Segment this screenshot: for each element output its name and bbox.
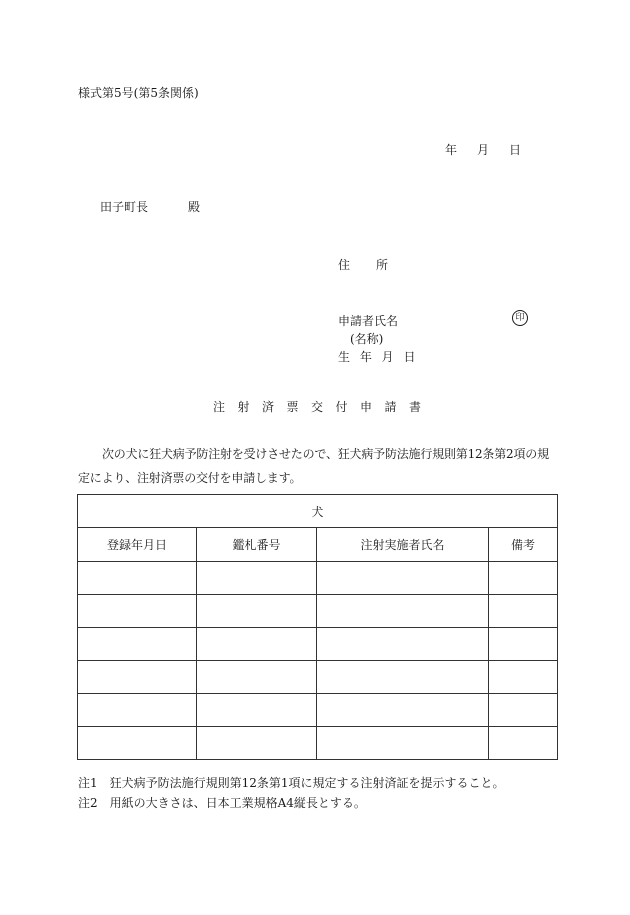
addressee-name: 田子町長 xyxy=(100,200,149,214)
table-cell[interactable] xyxy=(317,661,489,694)
table-row xyxy=(78,661,558,694)
table-cell[interactable] xyxy=(489,628,558,661)
addressee-honorific: 殿 xyxy=(188,200,201,214)
applicant-name-label: 申請者氏名 xyxy=(338,314,399,328)
table-row xyxy=(78,694,558,727)
table-cell[interactable] xyxy=(197,727,317,760)
table-cell[interactable] xyxy=(197,595,317,628)
table-cell[interactable] xyxy=(489,595,558,628)
table-cell[interactable] xyxy=(317,727,489,760)
applicant-name-sub-label: (名称) xyxy=(350,332,384,346)
table-cell[interactable] xyxy=(78,661,197,694)
date-year-label: 年 xyxy=(445,143,458,157)
address-label-char-1: 住 xyxy=(338,258,351,272)
table-cell[interactable] xyxy=(489,661,558,694)
dog-table xyxy=(77,494,558,760)
table-cell[interactable] xyxy=(489,727,558,760)
table-cell[interactable] xyxy=(197,694,317,727)
form-number: 様式第5号(第5条関係) xyxy=(78,86,199,100)
address-label-char-2: 所 xyxy=(376,258,389,272)
birth-date-label: 生 年 月 日 xyxy=(338,350,419,364)
table-cell[interactable] xyxy=(489,562,558,595)
column-header-remarks: 備考 xyxy=(489,528,558,562)
address-label xyxy=(338,256,388,273)
column-header-license-number: 鑑札番号 xyxy=(197,528,317,562)
seal-icon: 印 xyxy=(512,310,528,326)
table-title: 犬 xyxy=(78,495,558,528)
document-title: 注射済票交付申請書 xyxy=(213,400,434,414)
note-2: 注2 用紙の大きさは、日本工業規格A4縦長とする。 xyxy=(78,796,366,810)
table-cell[interactable] xyxy=(78,727,197,760)
table-cell[interactable] xyxy=(317,628,489,661)
date-month-label: 月 xyxy=(477,143,490,157)
table-row xyxy=(78,628,558,661)
table-cell[interactable] xyxy=(317,595,489,628)
table-row xyxy=(78,595,558,628)
table-cell[interactable] xyxy=(78,595,197,628)
column-header-registration-date: 登録年月日 xyxy=(78,528,197,562)
table-cell[interactable] xyxy=(317,694,489,727)
table-cell[interactable] xyxy=(78,628,197,661)
table-cell[interactable] xyxy=(197,661,317,694)
table-cell[interactable] xyxy=(78,562,197,595)
notes xyxy=(78,773,505,813)
table-row xyxy=(78,562,558,595)
addressee xyxy=(100,198,200,215)
date-line xyxy=(445,141,521,158)
table-row xyxy=(78,727,558,760)
table-cell[interactable] xyxy=(317,562,489,595)
table-cell[interactable] xyxy=(197,562,317,595)
table-cell[interactable] xyxy=(489,694,558,727)
body-text: 次の犬に狂犬病予防注射を受けさせたので、狂犬病予防法施行規則第12条第2項の規定により、注射済票の交付を申請します。 xyxy=(78,447,549,485)
column-header-vaccinator-name: 注射実施者氏名 xyxy=(317,528,489,562)
date-day-label: 日 xyxy=(509,143,522,157)
note-1: 注1 狂犬病予防法施行規則第12条第1項に規定する注射済証を提示すること。 xyxy=(78,776,505,790)
table-cell[interactable] xyxy=(78,694,197,727)
table-cell[interactable] xyxy=(197,628,317,661)
